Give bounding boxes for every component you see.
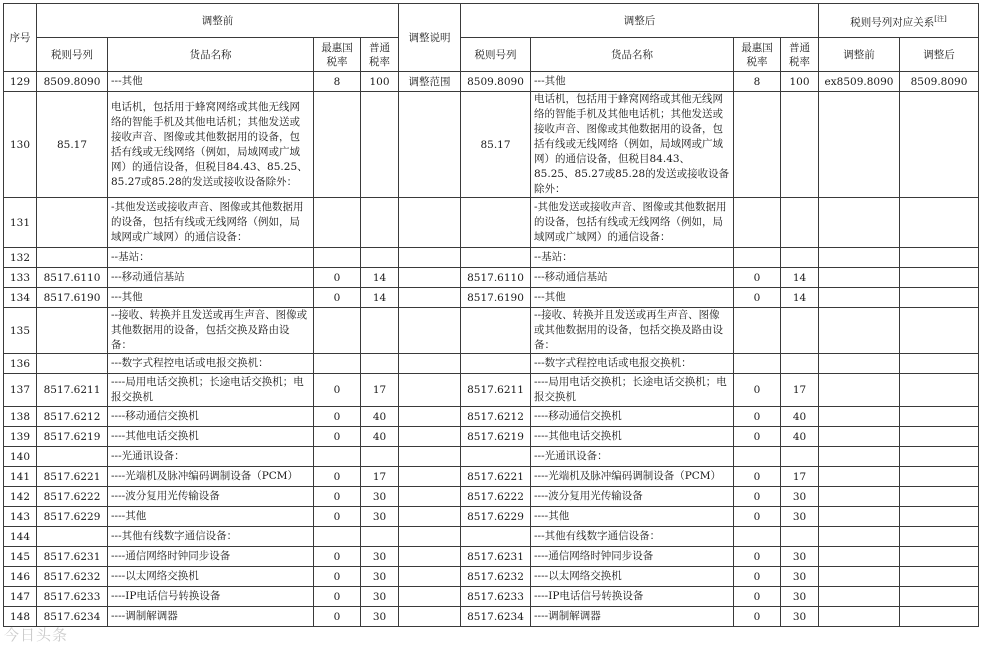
row-name-after: ---其他 [531,72,734,92]
row-code-before [37,447,108,467]
table-row [4,198,979,248]
row-seq: 146 [4,567,37,587]
row-mfn-before [314,248,361,268]
row-code-after: 8517.6233 [461,587,531,607]
row-name-after: -其他发送或接收声音、图像或其他数据用的设备，包括有线或无线网络（例如，局域网或广域网）的通信设备： [531,198,734,248]
row-seq: 140 [4,447,37,467]
table-row [4,308,979,354]
header-after: 调整后 [461,4,819,38]
row-seq: 141 [4,467,37,487]
row-mfn-after: 0 [734,487,781,507]
row-rel-after [900,607,979,627]
row-code-after [461,447,531,467]
row-code-after: 8517.6232 [461,567,531,587]
row-code-after: 8517.6234 [461,607,531,627]
row-mfn-before: 0 [314,427,361,447]
row-rel-after [900,467,979,487]
row-name-before: -其他发送或接收声音、图像或其他数据用的设备，包括有线或无线网络（例如，局域网或广域网）的通信设备： [108,198,314,248]
table-row [4,72,979,92]
table-row [4,487,979,507]
header-rel-after: 调整后 [900,38,979,72]
row-rel-after [900,547,979,567]
row-rel-before [819,407,900,427]
row-name-after: ----光端机及脉冲编码调制设备（PCM） [531,467,734,487]
row-gen-after: 30 [781,487,819,507]
table-row [4,607,979,627]
row-seq: 143 [4,507,37,527]
row-name-before: ---光通讯设备： [108,447,314,467]
row-gen-after [781,198,819,248]
row-mfn-after: 0 [734,467,781,487]
row-gen-after: 30 [781,567,819,587]
table-row [4,467,979,487]
row-gen-after: 17 [781,467,819,487]
row-rel-after [900,567,979,587]
row-gen-after [781,354,819,374]
row-name-after: ---光通讯设备： [531,447,734,467]
table-row [4,374,979,407]
row-rel-after [900,92,979,198]
table-row [4,547,979,567]
row-note [399,427,461,447]
row-name-before: ----IP电话信号转换设备 [108,587,314,607]
row-mfn-after: 0 [734,374,781,407]
row-code-after: 8517.6110 [461,268,531,288]
row-seq: 139 [4,427,37,447]
row-code-before [37,354,108,374]
row-code-after: 8517.6229 [461,507,531,527]
row-note [399,507,461,527]
row-gen-before: 14 [361,268,399,288]
header-gen-before: 普通税率 [361,38,399,72]
row-code-before: 85.17 [37,92,108,198]
row-mfn-after: 0 [734,547,781,567]
row-name-after: ----波分复用光传输设备 [531,487,734,507]
row-mfn-after [734,198,781,248]
row-gen-after: 40 [781,427,819,447]
table-row [4,427,979,447]
row-mfn-after: 0 [734,607,781,627]
row-mfn-after [734,248,781,268]
row-gen-after: 30 [781,587,819,607]
row-mfn-after: 0 [734,427,781,447]
row-mfn-after: 0 [734,507,781,527]
row-gen-after: 40 [781,407,819,427]
row-code-after: 8517.6190 [461,288,531,308]
table-row [4,507,979,527]
row-seq: 144 [4,527,37,547]
row-mfn-before [314,198,361,248]
row-gen-before: 30 [361,487,399,507]
row-name-after: ----通信网络时钟同步设备 [531,547,734,567]
row-gen-before [361,527,399,547]
row-seq: 134 [4,288,37,308]
row-gen-before: 17 [361,374,399,407]
row-mfn-before: 0 [314,374,361,407]
row-mfn-after: 0 [734,567,781,587]
row-mfn-before: 0 [314,288,361,308]
row-note [399,547,461,567]
row-gen-before [361,92,399,198]
header-before: 调整前 [37,4,399,38]
header-name-after: 货品名称 [531,38,734,72]
row-rel-after [900,308,979,354]
row-rel-before [819,288,900,308]
row-gen-after [781,527,819,547]
row-name-before: ---其他 [108,288,314,308]
row-code-after: 8517.6211 [461,374,531,407]
row-name-before: ---数字式程控电话或电报交换机： [108,354,314,374]
header-mfn-after: 最惠国税率 [734,38,781,72]
header-code-after: 税则号列 [461,38,531,72]
row-seq: 145 [4,547,37,567]
row-rel-before [819,427,900,447]
row-gen-before: 17 [361,467,399,487]
row-mfn-after [734,354,781,374]
row-name-after: ----调制解调器 [531,607,734,627]
row-gen-after [781,248,819,268]
row-gen-before [361,447,399,467]
row-name-before: ----通信网络时钟同步设备 [108,547,314,567]
row-code-after [461,248,531,268]
row-gen-after: 30 [781,507,819,527]
row-gen-before: 30 [361,567,399,587]
table-row [4,268,979,288]
row-code-before: 8517.6229 [37,507,108,527]
row-rel-after: 8509.8090 [900,72,979,92]
row-rel-before [819,447,900,467]
row-mfn-before [314,308,361,354]
row-rel-after [900,407,979,427]
table-row [4,527,979,547]
row-code-before: 8517.6234 [37,607,108,627]
row-mfn-before [314,527,361,547]
row-gen-before: 100 [361,72,399,92]
row-mfn-after [734,308,781,354]
row-seq: 142 [4,487,37,507]
row-name-after: ----IP电话信号转换设备 [531,587,734,607]
row-mfn-after: 0 [734,587,781,607]
row-mfn-after: 8 [734,72,781,92]
row-note [399,92,461,198]
row-note [399,587,461,607]
header-relation: 税则号列对应关系[注] [819,4,979,38]
row-seq: 130 [4,92,37,198]
row-note [399,354,461,374]
row-gen-after: 30 [781,547,819,567]
row-mfn-before [314,354,361,374]
row-name-after: ---数字式程控电话或电报交换机： [531,354,734,374]
table-row [4,288,979,308]
row-code-after: 8509.8090 [461,72,531,92]
row-gen-after: 14 [781,268,819,288]
row-code-after: 8517.6221 [461,467,531,487]
row-rel-before [819,527,900,547]
row-gen-before: 14 [361,288,399,308]
table-body [4,72,979,627]
row-name-before: ----局用电话交换机；长途电话交换机；电报交换机 [108,374,314,407]
row-gen-after: 100 [781,72,819,92]
row-name-after: ---其他 [531,288,734,308]
row-code-after: 85.17 [461,92,531,198]
row-name-before: --基站： [108,248,314,268]
row-mfn-after [734,527,781,547]
row-mfn-before: 0 [314,487,361,507]
row-code-after: 8517.6231 [461,547,531,567]
row-code-after: 8517.6212 [461,407,531,427]
row-gen-before: 30 [361,547,399,567]
row-seq: 137 [4,374,37,407]
row-rel-before [819,248,900,268]
row-rel-before [819,308,900,354]
row-code-before: 8517.6219 [37,427,108,447]
row-rel-after [900,288,979,308]
row-rel-before [819,354,900,374]
row-code-before [37,198,108,248]
row-rel-after [900,198,979,248]
row-rel-after [900,587,979,607]
row-gen-after [781,92,819,198]
row-mfn-after: 0 [734,288,781,308]
row-gen-before [361,354,399,374]
row-seq: 148 [4,607,37,627]
row-name-after: ---其他有线数字通信设备： [531,527,734,547]
row-note [399,467,461,487]
row-name-after: ----局用电话交换机；长途电话交换机；电报交换机 [531,374,734,407]
row-gen-before [361,308,399,354]
row-seq: 138 [4,407,37,427]
row-note [399,447,461,467]
header-mfn-before: 最惠国税率 [314,38,361,72]
row-rel-before [819,92,900,198]
row-name-before: ---其他 [108,72,314,92]
row-gen-before [361,248,399,268]
row-name-after: ----以太网络交换机 [531,567,734,587]
row-gen-before: 30 [361,507,399,527]
row-mfn-before: 0 [314,567,361,587]
row-note [399,607,461,627]
row-name-before: ----光端机及脉冲编码调制设备（PCM） [108,467,314,487]
row-seq: 135 [4,308,37,354]
row-name-before: ----移动通信交换机 [108,407,314,427]
row-gen-before: 40 [361,427,399,447]
row-name-before: ---移动通信基站 [108,268,314,288]
row-mfn-before: 0 [314,467,361,487]
row-name-before: --接收、转换并且发送或再生声音、图像或其他数据用的设备，包括交换及路由设备： [108,308,314,354]
header-code-before: 税则号列 [37,38,108,72]
row-mfn-before: 0 [314,507,361,527]
row-name-before: ----其他 [108,507,314,527]
table-row [4,447,979,467]
row-note: 调整范围 [399,72,461,92]
table-row [4,354,979,374]
row-mfn-after: 0 [734,407,781,427]
row-gen-before [361,198,399,248]
row-mfn-before: 0 [314,587,361,607]
row-name-before: ----以太网络交换机 [108,567,314,587]
row-gen-after: 17 [781,374,819,407]
row-rel-after [900,507,979,527]
row-rel-after [900,268,979,288]
row-name-after: ----其他 [531,507,734,527]
row-note [399,487,461,507]
row-mfn-before: 8 [314,72,361,92]
watermark: 今日头条 [4,626,69,644]
row-gen-after: 30 [781,607,819,627]
table-header [4,4,979,72]
row-seq: 129 [4,72,37,92]
row-code-before: 8517.6222 [37,487,108,507]
row-rel-before [819,268,900,288]
row-gen-after [781,447,819,467]
row-gen-before: 40 [361,407,399,427]
row-code-before: 8517.6190 [37,288,108,308]
row-code-before: 8517.6232 [37,567,108,587]
row-code-after [461,308,531,354]
row-note [399,407,461,427]
row-mfn-after: 0 [734,268,781,288]
row-seq: 133 [4,268,37,288]
row-mfn-after [734,447,781,467]
row-code-after: 8517.6222 [461,487,531,507]
row-name-after: ----移动通信交换机 [531,407,734,427]
row-gen-after [781,308,819,354]
row-seq: 131 [4,198,37,248]
row-rel-after [900,487,979,507]
row-code-before: 8517.6211 [37,374,108,407]
row-seq: 147 [4,587,37,607]
row-rel-after [900,527,979,547]
row-rel-before [819,587,900,607]
table-row [4,92,979,198]
row-note [399,268,461,288]
row-note [399,308,461,354]
row-mfn-before: 0 [314,407,361,427]
row-name-after: 电话机，包括用于蜂窝网络或其他无线网络的智能手机及其他电话机；其他发送或接收声音、图像或其他数据用的设备，包括有线或无线网络（例如，局域网或广域网）的通信设备，但税目84.43、85.25、85.27或85.28的发送或接收设备除外： [531,92,734,198]
row-mfn-before: 0 [314,607,361,627]
row-rel-after [900,447,979,467]
row-name-after: --接收、转换并且发送或再生声音、图像或其他数据用的设备，包括交换及路由设备： [531,308,734,354]
row-mfn-after [734,92,781,198]
row-rel-before [819,507,900,527]
row-rel-before [819,607,900,627]
row-seq: 132 [4,248,37,268]
row-rel-before [819,567,900,587]
row-name-before: ----调制解调器 [108,607,314,627]
row-note [399,288,461,308]
header-rel-before: 调整前 [819,38,900,72]
row-gen-after: 14 [781,288,819,308]
table-row [4,407,979,427]
row-rel-before [819,198,900,248]
row-rel-before: ex8509.8090 [819,72,900,92]
header-gen-after: 普通税率 [781,38,819,72]
row-name-after: ---移动通信基站 [531,268,734,288]
row-rel-after [900,427,979,447]
row-code-after [461,527,531,547]
row-rel-after [900,354,979,374]
row-mfn-before: 0 [314,268,361,288]
table-row [4,587,979,607]
row-code-before: 8517.6110 [37,268,108,288]
row-note [399,527,461,547]
row-code-before [37,308,108,354]
row-name-before: ---其他有线数字通信设备： [108,527,314,547]
row-code-before: 8517.6233 [37,587,108,607]
row-rel-after [900,374,979,407]
row-name-before: ----其他电话交换机 [108,427,314,447]
row-rel-before [819,374,900,407]
row-code-before [37,248,108,268]
table-row [4,248,979,268]
table-row [4,567,979,587]
row-code-after [461,354,531,374]
row-rel-before [819,487,900,507]
row-mfn-before: 0 [314,547,361,567]
header-seq: 序号 [4,4,37,72]
row-code-after [461,198,531,248]
row-mfn-before [314,447,361,467]
row-note [399,567,461,587]
row-code-before: 8509.8090 [37,72,108,92]
row-code-before: 8517.6212 [37,407,108,427]
tariff-adjustment-table [3,3,979,627]
row-note [399,374,461,407]
row-name-after: --基站： [531,248,734,268]
row-rel-before [819,547,900,567]
header-note: 调整说明 [399,4,461,72]
row-code-before: 8517.6221 [37,467,108,487]
row-rel-after [900,248,979,268]
row-gen-before: 30 [361,587,399,607]
row-name-before: ----波分复用光传输设备 [108,487,314,507]
row-note [399,248,461,268]
row-mfn-before [314,92,361,198]
row-code-after: 8517.6219 [461,427,531,447]
row-name-after: ----其他电话交换机 [531,427,734,447]
row-code-before [37,527,108,547]
row-gen-before: 30 [361,607,399,627]
row-seq: 136 [4,354,37,374]
row-code-before: 8517.6231 [37,547,108,567]
row-rel-before [819,467,900,487]
row-note [399,198,461,248]
header-name-before: 货品名称 [108,38,314,72]
row-name-before: 电话机，包括用于蜂窝网络或其他无线网络的智能手机及其他电话机；其他发送或接收声音、图像或其他数据用的设备，包括有线或无线网络（例如，局域网或广域网）的通信设备，但税目84.43、85.25、85.27或85.28的发送或接收设备除外： [108,92,314,198]
